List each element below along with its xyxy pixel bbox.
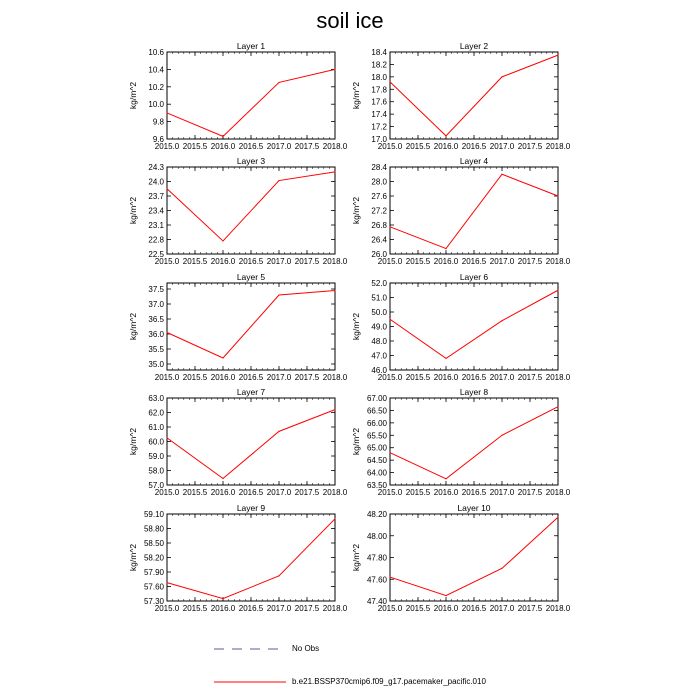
data-point xyxy=(557,195,558,196)
data-point xyxy=(334,171,335,172)
y-tick-label: 57.60 xyxy=(143,582,164,592)
data-point xyxy=(278,180,279,181)
data-point xyxy=(166,332,167,333)
y-tick-label: 61.0 xyxy=(148,423,164,432)
y-tick-label: 26.8 xyxy=(371,221,387,230)
x-tick-label: 2017.5 xyxy=(517,142,543,151)
y-tick-label: 50.0 xyxy=(371,308,387,317)
x-tick-label: 2015.0 xyxy=(154,142,180,151)
legend-obs-label: No Obs xyxy=(292,644,320,653)
panel-3 xyxy=(128,156,348,266)
data-point xyxy=(557,290,558,291)
x-tick-label: 2016.0 xyxy=(433,142,459,151)
plot-frame xyxy=(390,398,558,485)
x-tick-label: 2017.5 xyxy=(294,488,320,497)
x-tick-label: 2015.0 xyxy=(154,257,180,266)
plot-frame xyxy=(390,283,558,370)
data-point xyxy=(557,517,558,518)
y-tick-label: 28.4 xyxy=(371,163,387,172)
y-tick-label: 48.0 xyxy=(371,337,387,346)
plot-frame xyxy=(167,514,335,601)
data-point xyxy=(389,81,390,82)
data-point xyxy=(557,55,558,56)
plot-frame xyxy=(167,398,335,485)
y-tick-label: 17.8 xyxy=(371,85,387,95)
data-point xyxy=(334,290,335,291)
x-tick-label: 2017.0 xyxy=(489,604,515,613)
x-tick-label: 2016.0 xyxy=(433,373,459,382)
panel-title: Layer 1 xyxy=(236,41,266,51)
data-point xyxy=(166,582,167,583)
panel-title: Layer 8 xyxy=(459,387,489,397)
y-tick-label: 49.0 xyxy=(371,322,387,332)
x-tick-label: 2015.5 xyxy=(182,604,208,613)
data-point xyxy=(222,240,223,241)
panel-1 xyxy=(128,41,348,151)
panel-title: Layer 7 xyxy=(236,387,266,397)
x-tick-label: 2018.0 xyxy=(322,373,348,382)
y-tick-label: 37.5 xyxy=(148,285,164,294)
x-tick-label: 2016.0 xyxy=(210,604,236,613)
y-tick-label: 26.0 xyxy=(371,250,387,259)
y-tick-label: 27.2 xyxy=(371,206,387,216)
y-tick-label: 17.4 xyxy=(371,110,387,120)
y-tick-label: 35.0 xyxy=(148,360,164,369)
y-tick-label: 58.50 xyxy=(143,539,164,548)
y-tick-label: 60.0 xyxy=(148,437,164,447)
x-tick-label: 2015.0 xyxy=(154,604,180,613)
x-tick-label: 2015.5 xyxy=(405,488,431,497)
x-tick-label: 2017.0 xyxy=(266,142,292,151)
y-tick-label: 48.20 xyxy=(366,510,387,519)
x-tick-label: 2017.5 xyxy=(294,257,320,266)
y-axis-label: kg/m^2 xyxy=(351,427,361,456)
y-tick-label: 66.50 xyxy=(366,406,387,416)
x-tick-label: 2016.0 xyxy=(433,257,459,266)
y-tick-label: 10.4 xyxy=(148,65,164,75)
x-tick-label: 2017.0 xyxy=(266,257,292,266)
x-tick-label: 2015.0 xyxy=(154,373,180,382)
x-tick-label: 2018.0 xyxy=(545,488,571,497)
panel-5 xyxy=(128,272,348,382)
y-tick-label: 47.0 xyxy=(371,351,387,361)
x-tick-label: 2017.0 xyxy=(489,257,515,266)
series-line xyxy=(167,410,335,479)
y-tick-label: 22.8 xyxy=(148,235,164,245)
y-tick-label: 28.0 xyxy=(371,177,387,187)
panel-6 xyxy=(351,272,571,382)
x-tick-label: 2018.0 xyxy=(545,604,571,613)
plot-frame xyxy=(390,514,558,601)
y-tick-label: 36.0 xyxy=(148,330,164,339)
y-tick-label: 17.2 xyxy=(371,122,387,132)
x-tick-label: 2015.5 xyxy=(405,604,431,613)
x-tick-label: 2017.5 xyxy=(517,488,543,497)
x-tick-label: 2016.0 xyxy=(210,257,236,266)
data-point xyxy=(445,595,446,596)
x-tick-label: 2015.5 xyxy=(405,373,431,382)
data-point xyxy=(166,437,167,438)
x-tick-label: 2017.0 xyxy=(489,142,515,151)
data-point xyxy=(222,357,223,358)
y-tick-label: 27.6 xyxy=(371,192,387,201)
y-tick-label: 35.5 xyxy=(148,345,164,354)
x-tick-label: 2017.5 xyxy=(517,373,543,382)
y-tick-label: 18.4 xyxy=(371,48,387,57)
data-point xyxy=(389,576,390,577)
panel-title: Layer 10 xyxy=(457,503,491,513)
y-axis-label: kg/m^2 xyxy=(351,81,361,110)
y-axis-label: kg/m^2 xyxy=(128,196,138,225)
series-line xyxy=(167,291,335,359)
data-point xyxy=(501,568,502,569)
y-axis-label: kg/m^2 xyxy=(128,427,138,456)
data-point xyxy=(278,294,279,295)
panel-8 xyxy=(351,387,571,497)
y-tick-label: 22.5 xyxy=(148,250,164,259)
x-tick-label: 2017.0 xyxy=(266,373,292,382)
x-tick-label: 2016.5 xyxy=(238,604,264,613)
y-tick-label: 62.0 xyxy=(148,408,164,418)
y-tick-label: 52.0 xyxy=(371,279,387,288)
y-tick-label: 47.60 xyxy=(366,575,387,585)
series-line xyxy=(390,407,558,479)
y-tick-label: 59.10 xyxy=(143,510,164,519)
panel-9 xyxy=(128,503,348,613)
x-tick-label: 2015.5 xyxy=(182,373,208,382)
y-tick-label: 9.8 xyxy=(152,117,164,127)
y-axis-label: kg/m^2 xyxy=(351,543,361,572)
data-point xyxy=(166,188,167,189)
data-point xyxy=(389,319,390,320)
y-tick-label: 37.0 xyxy=(148,300,164,309)
panel-10 xyxy=(351,503,571,613)
data-point xyxy=(222,478,223,479)
y-tick-label: 17.6 xyxy=(371,97,387,107)
data-point xyxy=(334,518,335,519)
x-tick-label: 2016.5 xyxy=(461,604,487,613)
x-tick-label: 2015.0 xyxy=(377,142,403,151)
y-tick-label: 24.0 xyxy=(148,177,164,187)
data-point xyxy=(445,248,446,249)
x-tick-label: 2016.5 xyxy=(238,142,264,151)
x-tick-label: 2015.0 xyxy=(377,373,403,382)
data-point xyxy=(222,136,223,137)
x-tick-label: 2016.5 xyxy=(461,257,487,266)
y-tick-label: 51.0 xyxy=(371,293,387,303)
x-tick-label: 2018.0 xyxy=(322,257,348,266)
x-tick-label: 2017.0 xyxy=(266,604,292,613)
x-tick-label: 2015.5 xyxy=(182,142,208,151)
y-tick-label: 18.2 xyxy=(371,60,387,70)
x-tick-label: 2015.0 xyxy=(154,488,180,497)
data-point xyxy=(445,478,446,479)
y-tick-label: 10.6 xyxy=(148,48,164,57)
y-tick-label: 10.0 xyxy=(148,100,164,110)
x-tick-label: 2015.5 xyxy=(182,488,208,497)
series-line xyxy=(390,55,558,136)
x-tick-label: 2017.5 xyxy=(294,373,320,382)
y-tick-label: 47.40 xyxy=(366,597,387,606)
y-tick-label: 63.50 xyxy=(366,481,387,490)
x-tick-label: 2015.5 xyxy=(405,257,431,266)
y-tick-label: 65.00 xyxy=(366,443,387,453)
panel-title: Layer 5 xyxy=(236,272,266,282)
y-tick-label: 59.0 xyxy=(148,452,164,461)
data-point xyxy=(445,358,446,359)
x-tick-label: 2016.0 xyxy=(433,604,459,613)
x-tick-label: 2015.0 xyxy=(377,604,403,613)
x-tick-label: 2017.5 xyxy=(517,257,543,266)
figure-title: soil ice xyxy=(316,8,384,33)
data-point xyxy=(334,409,335,410)
data-point xyxy=(501,76,502,77)
y-tick-label: 23.4 xyxy=(148,206,164,216)
y-tick-label: 64.50 xyxy=(366,456,387,466)
data-point xyxy=(557,406,558,407)
y-tick-label: 63.0 xyxy=(148,394,164,403)
x-tick-label: 2016.0 xyxy=(210,373,236,382)
y-tick-label: 23.1 xyxy=(148,221,164,230)
y-tick-label: 46.0 xyxy=(371,366,387,375)
x-tick-label: 2015.5 xyxy=(405,142,431,151)
x-tick-label: 2018.0 xyxy=(545,142,571,151)
x-tick-label: 2017.0 xyxy=(266,488,292,497)
x-tick-label: 2018.0 xyxy=(322,142,348,151)
y-tick-label: 65.50 xyxy=(366,431,387,441)
y-tick-label: 9.6 xyxy=(152,135,164,144)
y-tick-label: 18.0 xyxy=(371,72,387,82)
y-tick-label: 67.00 xyxy=(366,394,387,403)
x-tick-label: 2017.0 xyxy=(489,373,515,382)
x-tick-label: 2017.5 xyxy=(294,604,320,613)
y-axis-label: kg/m^2 xyxy=(128,81,138,110)
x-tick-label: 2016.5 xyxy=(238,373,264,382)
y-tick-label: 57.90 xyxy=(143,568,164,577)
legend-model-label: b.e21.BSSP370cmip6.f09_g17.pacemaker_pacific.010 xyxy=(292,677,486,686)
panel-title: Layer 4 xyxy=(459,156,489,166)
x-tick-label: 2016.5 xyxy=(238,257,264,266)
data-point xyxy=(501,320,502,321)
y-tick-label: 17.0 xyxy=(371,135,387,144)
y-axis-label: kg/m^2 xyxy=(351,196,361,225)
data-point xyxy=(166,112,167,113)
x-tick-label: 2018.0 xyxy=(545,257,571,266)
x-tick-label: 2016.0 xyxy=(210,142,236,151)
panel-title: Layer 9 xyxy=(236,503,266,513)
series-line xyxy=(167,519,335,599)
y-tick-label: 23.7 xyxy=(148,192,164,201)
x-tick-label: 2018.0 xyxy=(322,488,348,497)
y-tick-label: 66.00 xyxy=(366,418,387,428)
y-tick-label: 64.00 xyxy=(366,468,387,478)
panel-title: Layer 6 xyxy=(459,272,489,282)
y-tick-label: 58.20 xyxy=(143,553,164,563)
y-tick-label: 57.0 xyxy=(148,481,164,490)
y-tick-label: 24.3 xyxy=(148,163,164,172)
y-tick-label: 57.30 xyxy=(143,597,164,606)
y-tick-label: 26.4 xyxy=(371,235,387,245)
plot-frame xyxy=(390,167,558,254)
x-tick-label: 2015.0 xyxy=(377,488,403,497)
data-point xyxy=(222,598,223,599)
x-tick-label: 2016.5 xyxy=(461,373,487,382)
data-point xyxy=(501,435,502,436)
data-point xyxy=(278,82,279,83)
x-tick-label: 2015.0 xyxy=(377,257,403,266)
y-tick-label: 48.00 xyxy=(366,531,387,541)
x-tick-label: 2016.0 xyxy=(433,488,459,497)
data-point xyxy=(278,431,279,432)
panel-7 xyxy=(128,387,348,497)
panel-4 xyxy=(351,156,571,266)
x-tick-label: 2017.5 xyxy=(517,604,543,613)
panel-title: Layer 2 xyxy=(459,41,489,51)
y-axis-label: kg/m^2 xyxy=(128,543,138,572)
series-line xyxy=(167,172,335,241)
x-tick-label: 2018.0 xyxy=(322,604,348,613)
data-point xyxy=(278,575,279,576)
y-tick-label: 36.5 xyxy=(148,315,164,324)
y-tick-label: 47.80 xyxy=(366,553,387,563)
series-line xyxy=(390,290,558,358)
data-point xyxy=(334,69,335,70)
series-line xyxy=(390,174,558,248)
y-tick-label: 58.80 xyxy=(143,524,164,534)
data-point xyxy=(445,135,446,136)
y-axis-label: kg/m^2 xyxy=(351,312,361,341)
plot-frame xyxy=(167,52,335,139)
x-tick-label: 2016.5 xyxy=(238,488,264,497)
x-tick-label: 2016.5 xyxy=(461,142,487,151)
y-tick-label: 58.0 xyxy=(148,466,164,476)
panel-2 xyxy=(351,41,571,151)
data-point xyxy=(501,174,502,175)
data-point xyxy=(389,452,390,453)
x-tick-label: 2016.0 xyxy=(210,488,236,497)
series-line xyxy=(390,517,558,595)
series-line xyxy=(167,69,335,136)
x-tick-label: 2017.5 xyxy=(294,142,320,151)
x-tick-label: 2018.0 xyxy=(545,373,571,382)
x-tick-label: 2017.0 xyxy=(489,488,515,497)
x-tick-label: 2016.5 xyxy=(461,488,487,497)
y-tick-label: 10.2 xyxy=(148,82,164,92)
data-point xyxy=(389,226,390,227)
y-axis-label: kg/m^2 xyxy=(128,312,138,341)
x-tick-label: 2015.5 xyxy=(182,257,208,266)
panel-title: Layer 3 xyxy=(236,156,266,166)
